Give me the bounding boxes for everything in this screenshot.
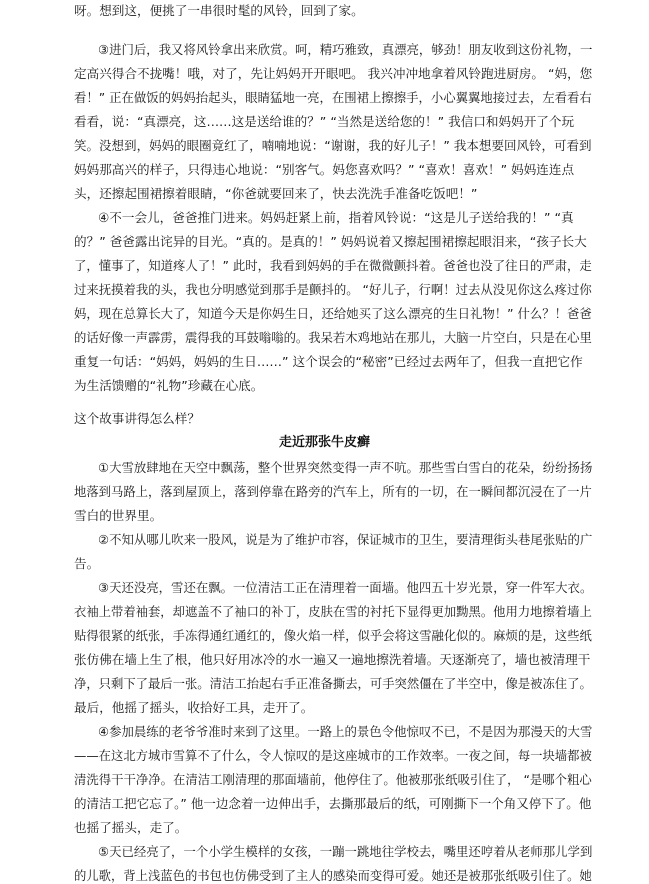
story-two-line: 清洗得干干净净。在清洁工刚清理的那面墙前，他停住了。他被那张纸吸引住了， “是哪个粗心: [74, 773, 592, 787]
story-one-line: 定高兴得合不拢嘴！哦，对了，先让妈妈开开眼吧。 我兴冲冲地拿着风铃跑进厨房。 “妈，您: [74, 66, 593, 81]
story-one-line: ③进门后，我又将风铃拿出来欣赏。呵，精巧雅致，真漂亮，够劲！朋友收到这份礼物，一: [98, 42, 593, 57]
question-text: 这个故事讲得怎么样？: [74, 411, 200, 426]
story-one-line: 过来抚摸着我的头，我也分明感觉到那手是颤抖的。 “好儿子，行啊！过去从没见你这么疼过你: [74, 283, 592, 297]
story-one-line: 呀。想到这，便挑了一串很时髦的风铃，回到了家。: [74, 3, 364, 18]
story-two-line: 张仿佛在墙上生了根，他只好用冰冷的水一遍又一遍地擦洗着墙。天逐渐亮了，墙也被清理干: [74, 652, 591, 667]
story-two-line: ②不知从哪儿吹来一股风，说是为了维护市容，保证城市的卫生，要清理街头巷尾张贴的广: [98, 532, 593, 547]
story-one-line: 笑。没想到，妈妈的眼圈竟红了，喃喃地说：“谢谢，我的好儿子！” 我本想要回风铃，可看到: [74, 138, 592, 153]
story-two-line: ③天还没亮，雪还在飘。一位清洁工正在清理着一面墙。他四五十岁光景，穿一件军大衣。: [98, 580, 593, 595]
story-two-line: 告。: [74, 556, 100, 571]
story-two-line: 雪白的世界里。: [74, 508, 163, 523]
story-two-line: ④参加晨练的老爷爷准时来到了这里。一路上的景色令他惊叹不已，不是因为那漫天的大雪: [98, 724, 593, 739]
story-one-line: 看！” 正在做饭的妈妈抬起头，眼睛猛地一亮，在围裙上擦擦手，小心翼翼地接过去，左看看右: [74, 91, 592, 105]
story-one-line: 妈妈那高兴的样子，只得违心地说：“别客气。妈您喜欢吗？” “喜欢！喜欢！” 妈妈连连点: [74, 162, 575, 177]
story-two-line: 贴得很紧的纸张，手冻得通红通红的，像火焰一样，似乎会将这雪融化似的。麻烦的是，这些纸: [74, 629, 592, 643]
story-one-line: 头，还擦起围裙擦着眼睛，“你爸就要回来了，快去洗洗手准备吃饭吧！”: [74, 186, 478, 201]
story-one-line: 妈，现在总算长大了，知道今天是你妈生日，还给她买了这么漂亮的生日礼物！” 什么？！爸爸: [74, 307, 592, 321]
story-two-line: 的儿歌，背上浅蓝色的书包也仿佛受到了主人的感染而变得可爱。她还是被那张纸吸引住了。她: [74, 869, 592, 883]
story-two-line: ——在这北方城市雪算不了什么，令人惊叹的是这座城市的工作效率。一夜之间，每一块墙都被: [74, 749, 592, 763]
story-one-line: 的？” 爸爸露出诧异的目光。“真的。是真的！” 妈妈说着又擦起围裙擦起眼泪来，“孩子长大: [74, 234, 587, 249]
story-two-line: 地落到马路上，落到屋顶上，落到停靠在路旁的汽车上，所有的一切，在一瞬间都沉浸在了一片: [74, 485, 592, 499]
story-two-line: 也摇了摇头，走了。: [74, 820, 188, 835]
story-one-line: ④不一会儿，爸爸推门进来。妈妈赶紧上前，指着风铃说：“这是儿子送给我的！” “真: [98, 210, 574, 225]
story-two-line: 的清洁工把它忘了。” 他一边念着一边伸出手，去撕那最后的纸，可刚撕下一个角又停下了。他: [74, 796, 592, 811]
story-one-line: 的话好像一声霹雳，震得我的耳鼓嗡嗡的。我呆若木鸡地站在那儿，大脑一片空白，只是在心里: [74, 331, 592, 345]
story-two-line: 净，只剩下了最后一张。清洁工抬起右手正准备撕去，可手突然僵在了半空中，像是被冻住了。: [74, 677, 592, 691]
story-two-line: 衣袖上带着袖套，却遮盖不了袖口的补丁，皮肤在雪的衬托下显得更加黝黑。他用力地擦着墙上: [74, 605, 592, 619]
story-one-line: 了，懂事了，知道疼人了！” 此时，我看到妈妈的手在微微颤抖着。爸爸也没了往日的严肃，走: [74, 259, 592, 273]
story-one-line: 为生活馈赠的“礼物”珍藏在心底。: [74, 378, 264, 393]
story-one-line: 重复一句话：“妈妈，妈妈的生日……” 这个误会的“秘密”已经过去两年了，但我一直把它作: [74, 354, 583, 369]
story-two-line: ⑤天已经亮了，一个小学生模样的女孩，一蹦一跳地往学校去，嘴里还哼着从老师那儿学到: [98, 844, 593, 859]
story-two-line: 最后，他摇了摇头，收拾好工具，走开了。: [74, 700, 314, 715]
story-one-line: 看看，说：“真漂亮，这……这是送给谁的？” “当然是送给您的！” 我信口和妈妈开了个玩: [74, 114, 575, 129]
story-two-line: ①大雪放肆地在天空中飘荡，整个世界突然变得一声不吭。那些雪白雪白的花朵，纷纷扬扬: [98, 460, 593, 475]
story-two-title: 走近那张牛皮癣: [278, 435, 370, 450]
